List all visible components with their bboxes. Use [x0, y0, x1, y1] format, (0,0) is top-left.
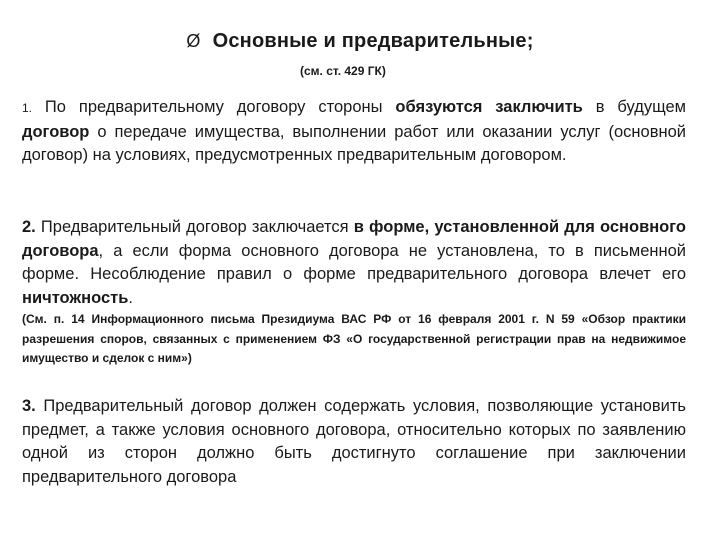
paragraph-text: . — [128, 288, 133, 307]
paragraph-text: Предварительный договор заключается — [35, 218, 354, 236]
emphasis-text: обязуются заключить — [395, 98, 583, 116]
paragraph-text: , а если форма основного договора не установлена, то в письменной форме. Несоблюдение правил о форме предварительного договора влечет его — [22, 241, 686, 283]
emphasis-text: договор — [22, 122, 90, 141]
paragraph-3 — [22, 395, 686, 489]
paragraph-text: По предварительному договору стороны — [32, 98, 396, 116]
paragraph-2-note: (См. п. 14 Информационного письма Президиума ВАС РФ от 16 февраля 2001 г. N 59 «Обзор практики разрешения споров, связанных с применением ФЗ «О государственной регистрации прав на недвижимое имущество и сделок с ним») — [22, 312, 686, 365]
paragraph-number: 3. — [22, 397, 36, 415]
emphasis-text: в форме, установленной для основного договора — [22, 218, 686, 260]
subheading-reference: (см. ст. 429 ГК) — [300, 64, 386, 78]
slide-heading — [0, 30, 720, 53]
paragraph-number: 2. — [22, 218, 36, 236]
paragraph-text: Предварительный договор должен содержать условия, позволяющие установить предмет, а также условия основного договора, относительно которых по заявлению одной из сторон должно быть достигнуто соглашение при заключении предварительного договора — [22, 397, 686, 486]
heading-title: Основные и предварительные; — [212, 30, 534, 52]
paragraph-number: 1. — [22, 101, 33, 115]
paragraph-text: в будущем — [582, 98, 687, 116]
arrow-bullet-icon: Ø — [186, 31, 201, 51]
paragraph-1 — [22, 96, 686, 168]
paragraph-2 — [22, 216, 686, 310]
emphasis-text: ничтожность — [22, 288, 129, 307]
paragraph-text: о передаче имущества, выполнении работ или оказании услуг (основной договор) на условиях, предусмотренных предварительным договором. — [22, 122, 686, 164]
